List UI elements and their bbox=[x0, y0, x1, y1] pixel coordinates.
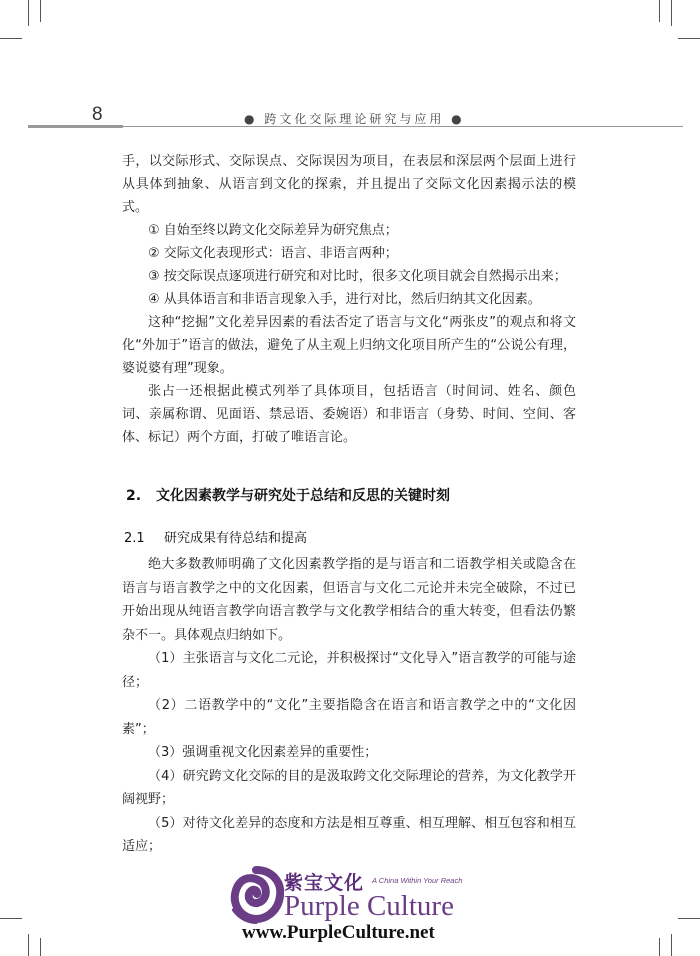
crop-mark-bottom-right-v bbox=[659, 938, 660, 956]
purple-culture-logo-icon bbox=[228, 866, 284, 924]
section-title: 文化因素教学与研究处于总结和反思的关键时刻 bbox=[156, 488, 450, 504]
subsection-number: 2.1 bbox=[124, 531, 145, 546]
paragraph: 绝大多数教师明确了文化因素教学指的是与语言和二语教学相关或隐含在语言与语言教学之中的文化因素，但语言与文化二元论并未完全破除，不过已开始出现从纯语言教学向语言教学与文化教学相结合的重大转变，但看法仍繁杂不一。具体观点归纳如下。 bbox=[122, 557, 576, 643]
list-item: ② 交际文化表现形式：语言、非语言两种； bbox=[148, 246, 398, 261]
list-item: （2）二语教学中的“文化”主要指隐含在语言和语言教学之中的“文化因素”； bbox=[122, 698, 576, 737]
list-item: （4）研究跨文化交际的目的是汲取跨文化交际理论的营养，为文化教学开阔视野； bbox=[122, 768, 576, 807]
list-item: ④ 从具体语言和非语言现象入手，进行对比，然后归纳其文化因素。 bbox=[148, 292, 541, 307]
crop-mark-top-left-h bbox=[0, 38, 22, 39]
subsection-title: 研究成果有待总结和提高 bbox=[164, 531, 308, 546]
crop-mark-top-right-v bbox=[659, 0, 660, 22]
subsection-heading bbox=[124, 527, 307, 546]
bullet-icon: ● bbox=[244, 112, 258, 126]
page-number: 8 bbox=[92, 104, 103, 125]
list-item: （5）对待文化差异的态度和方法是相互尊重、相互理解、相互包容和相互适应； bbox=[122, 815, 576, 854]
watermark-tagline: A China Within Your Reach bbox=[372, 876, 463, 885]
watermark-chinese: 紫宝文化 bbox=[284, 872, 365, 894]
watermark-url: www.PurpleCulture.net bbox=[242, 922, 435, 943]
paragraph: 张占一还根据此模式列举了具体项目，包括语言（时间词、姓名、颜色词、亲属称谓、见面语、禁忌语、委婉语）和非语言（身势、时间、空间、客体、标记）两个方面，打破了唯语言论。 bbox=[122, 384, 576, 445]
purple-culture-watermark bbox=[228, 866, 503, 951]
crop-mark-bottom-right-v2 bbox=[671, 934, 672, 956]
crop-mark-top-left-v bbox=[28, 0, 29, 26]
crop-mark-bottom-left-h bbox=[0, 918, 22, 919]
crop-mark-top-right-h bbox=[678, 38, 700, 39]
crop-mark-top-right-v2 bbox=[671, 0, 672, 26]
crop-mark-bottom-left-v bbox=[28, 934, 29, 956]
list-item: ③ 按交际误点逐项进行研究和对比时，很多文化项目就会自然揭示出来； bbox=[148, 269, 567, 284]
crop-mark-bottom-right-h bbox=[678, 918, 700, 919]
paragraph: 手，以交际形式、交际误点、交际误因为项目，在表层和深层两个层面上进行从具体到抽象、从语言到文化的探索，并且提出了交际文化因素揭示法的模式。 bbox=[122, 154, 576, 215]
running-title: 跨文化交际理论研究与应用 bbox=[264, 112, 445, 126]
body-text-top bbox=[122, 150, 576, 449]
crop-mark-bottom-left-v2 bbox=[40, 938, 41, 956]
running-head bbox=[244, 110, 465, 127]
list-item: ① 自始至终以跨文化交际差异为研究焦点； bbox=[148, 223, 398, 238]
section-number: 2. bbox=[126, 488, 142, 504]
header-rule-thick bbox=[28, 125, 123, 128]
section-heading bbox=[126, 485, 450, 505]
watermark-name: Purple Culture bbox=[284, 890, 454, 922]
list-item: （1）主张语言与文化二元论，并积极探讨“文化导入”语言教学的可能与途径； bbox=[122, 651, 576, 690]
body-text-bottom bbox=[122, 553, 576, 859]
list-item: （3）强调重视文化因素差异的重要性； bbox=[148, 745, 378, 760]
paragraph: 这种“挖掘”文化差异因素的看法否定了语言与文化“两张皮”的观点和将文化“外加于”语言的做法，避免了从主观上归纳文化项目所产生的“公说公有理，婆说婆有理”现象。 bbox=[122, 315, 576, 376]
bullet-icon: ● bbox=[451, 112, 465, 126]
crop-mark-top-left-v2 bbox=[40, 0, 41, 22]
